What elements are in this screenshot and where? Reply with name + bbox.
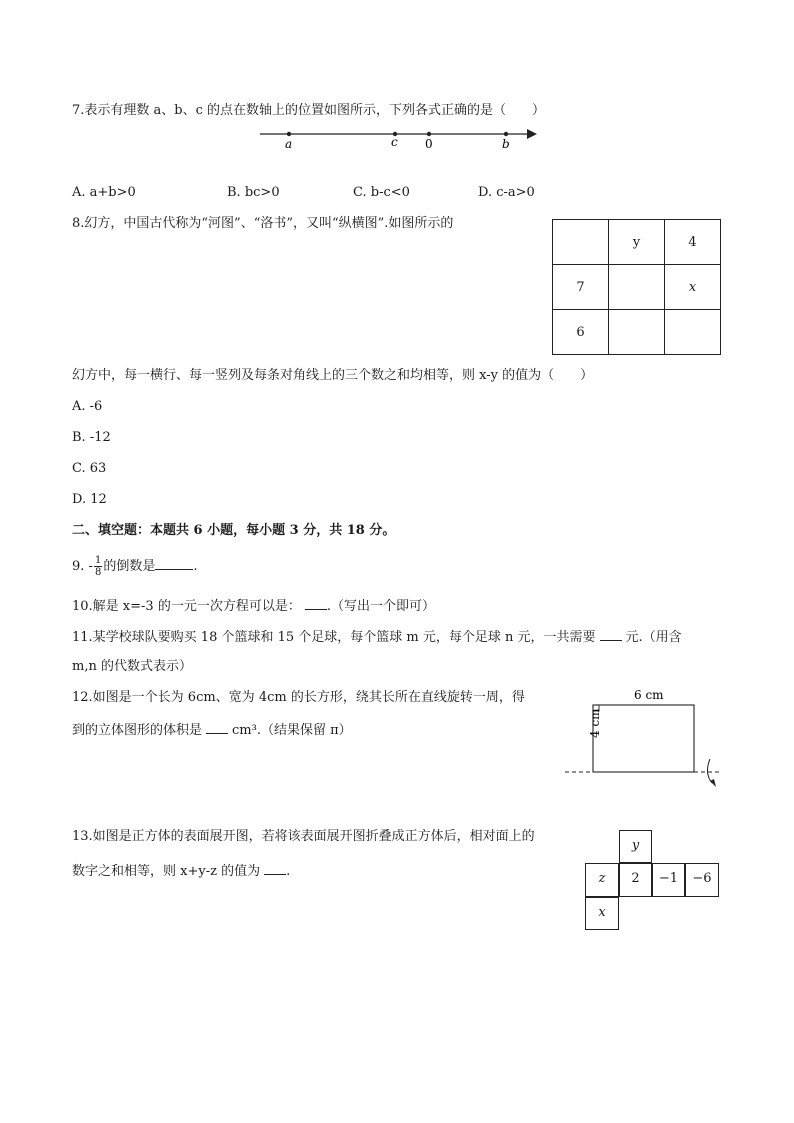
q10-answer-blank[interactable]	[305, 596, 327, 610]
q11-prefix: 11.某学校球队要购买 18 个篮球和 15 个足球，每个篮球 m 元，每个足球 n 元，一共需要	[72, 630, 596, 645]
q12-line1: 12.如图是一个长为 6cm、宽为 4cm 的长方形，绕其长所在直线旋转一周，得	[72, 690, 525, 705]
q11-line1	[72, 627, 682, 647]
q7-option-b: B. bc>0	[227, 185, 280, 200]
net-cell-z: z	[585, 863, 619, 897]
point-a	[287, 132, 291, 136]
section-title: 二、填空题：本题共 6 小题，每小题 3 分，共 18 分。	[72, 523, 396, 538]
q9-end: .	[193, 559, 198, 574]
rotation-arrow	[707, 759, 712, 783]
point-zero	[427, 132, 431, 136]
q11-answer-blank[interactable]	[600, 627, 622, 641]
magic-cell: 7	[553, 265, 609, 310]
rotation-arrow-head	[710, 779, 716, 787]
magic-cell: 6	[553, 310, 609, 355]
q8-option-b: B. -12	[72, 430, 111, 445]
net-cell-x: x	[585, 897, 619, 930]
magic-cell	[609, 265, 665, 310]
q13-prefix: 数字之和相等，则 x+y-z 的值为	[72, 864, 261, 879]
label-zero: 0	[425, 137, 433, 151]
q7-stem: 7.表示有理数 a、b、c 的点在数轴上的位置如图所示，下列各式正确的是（ ）	[72, 103, 546, 118]
number-line-arrow	[527, 129, 537, 139]
magic-cell	[609, 310, 665, 355]
q7-option-d: D. c-a>0	[478, 185, 535, 200]
q9-answer-blank[interactable]	[155, 556, 193, 570]
label-c: c	[391, 135, 398, 149]
rectangle-rotation-figure	[560, 685, 730, 795]
q7-option-c: C. b-c<0	[353, 185, 410, 200]
net-cell-neg1: −1	[652, 863, 685, 897]
magic-cell	[665, 310, 721, 355]
q13-end: .	[286, 864, 291, 879]
q8-stem-line2: 幻方中，每一横行、每一竖列及每条对角线上的三个数之和均相等，则 x-y 的值为（ ）	[72, 368, 594, 383]
q8-option-d: D. 12	[72, 492, 107, 507]
q9-frac-den: 8	[94, 567, 102, 578]
q12-end: cm³.（结果保留 π）	[232, 723, 352, 738]
q9	[72, 552, 197, 582]
q8-option-c: C. 63	[72, 461, 107, 476]
magic-cell: y	[609, 220, 665, 265]
q10-end: .（写出一个即可）	[326, 599, 435, 614]
q8-option-a: A. -6	[72, 399, 103, 414]
point-b	[504, 132, 508, 136]
q12-line2	[72, 720, 352, 740]
q13-line1: 13.如图是正方体的表面展开图，若将该表面展开图折叠成正方体后，相对面上的	[72, 829, 535, 844]
rectangle	[593, 705, 694, 772]
rect-height-label: 4 cm	[588, 708, 602, 738]
q10-prefix: 10.解是 x=-3 的一元一次方程可以是：	[72, 599, 301, 614]
q11-end: 元.（用含	[625, 630, 682, 645]
q12-prefix: 到的立体图形的体积是	[72, 723, 203, 738]
q9-prefix: 9. -	[72, 559, 93, 574]
q9-fraction	[94, 555, 102, 578]
q10	[72, 596, 435, 616]
q11-line2: m,n 的代数式表示）	[72, 659, 192, 674]
q9-frac-num: 1	[94, 555, 102, 566]
magic-cell: x	[665, 265, 721, 310]
magic-cell	[553, 220, 609, 265]
number-line	[255, 124, 545, 154]
label-b: b	[502, 137, 510, 151]
q7-option-a: A. a+b>0	[72, 185, 136, 200]
magic-square	[552, 219, 721, 355]
net-cell-neg6: −6	[685, 863, 719, 897]
q8-stem-line1: 8.幻方，中国古代称为“河图”、“洛书”，又叫“纵横图”.如图所示的	[72, 216, 454, 231]
q13-answer-blank[interactable]	[264, 861, 286, 875]
q12-answer-blank[interactable]	[206, 720, 228, 734]
net-cell-2: 2	[619, 863, 652, 897]
q9-suffix: 的倒数是	[103, 559, 156, 574]
net-cell-y: y	[619, 830, 652, 863]
label-a: a	[285, 137, 293, 151]
q13-line2	[72, 861, 290, 881]
magic-cell: 4	[665, 220, 721, 265]
rect-width-label: 6 cm	[634, 688, 664, 702]
